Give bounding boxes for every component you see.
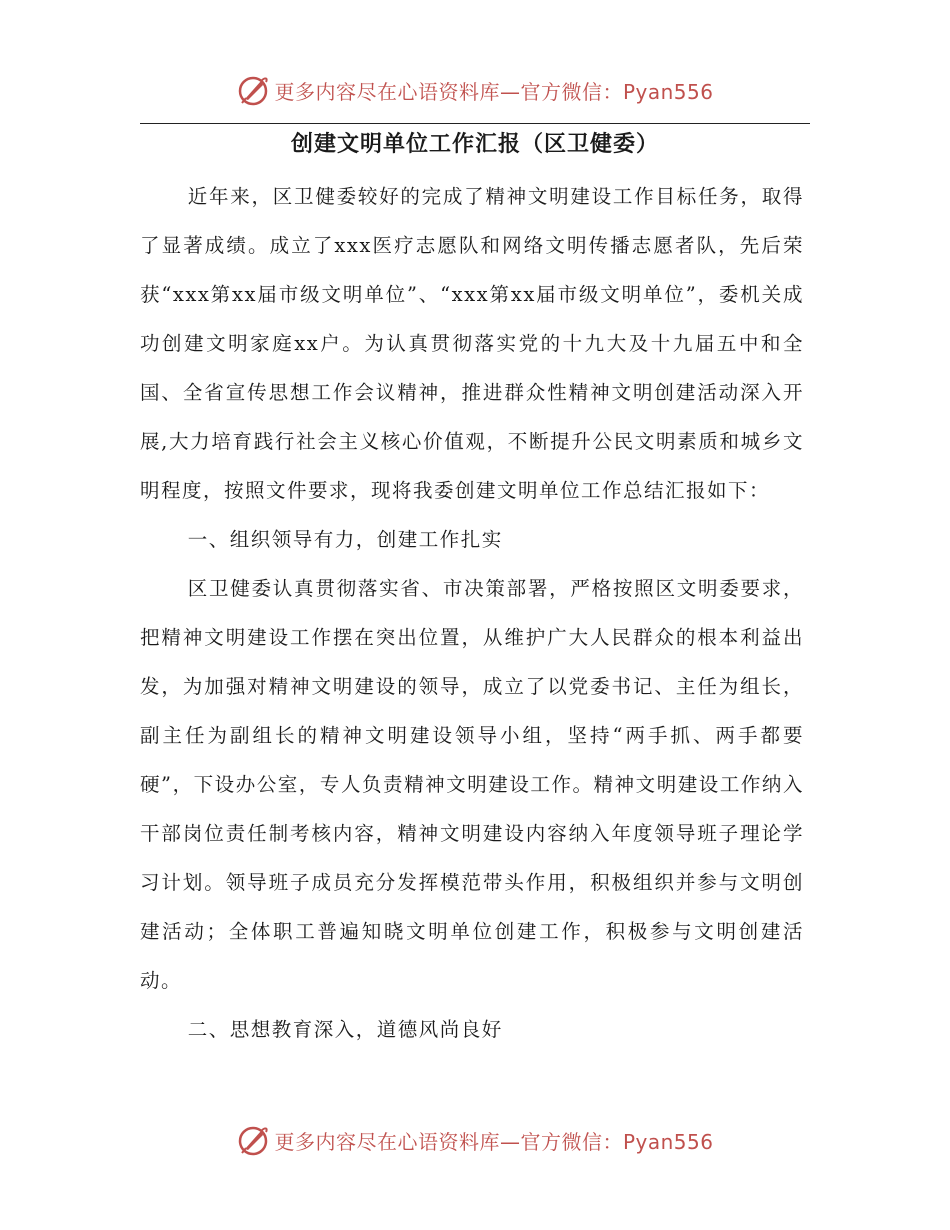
quill-pen-icon <box>236 1123 270 1157</box>
paragraph-section-1: 区卫健委认真贯彻落实省、市决策部署，严格按照区文明委要求，把精神文明建设工作摆在突出位置，从维护广大人民群众的根本利益出发，为加强对精神文明建设的领导，成立了以党委书记、主任为组长，副主任为副组长的精神文明建设领导小组，坚持“两手抓、两手都要硬”，下设办公室，专人负责精神文明建设工作。精神文明建设工作纳入干部岗位责任制考核内容，精神文明建设内容纳入年度领导班子理论学习计划。领导班子成员充分发挥模范带头作用，积极组织并参与文明创建活动；全体职工普遍知晓文明单位创建工作，积极参与文明创建活动。 <box>140 577 804 992</box>
section-heading-2: 二、思想教育深入，道德风尚良好 <box>187 1018 503 1041</box>
document-title: 创建文明单位工作汇报（区卫健委） <box>290 131 659 157</box>
paragraph-intro: 近年来，区卫健委较好的完成了精神文明建设工作目标任务，取得了显著成绩。成立了xxx医疗志愿队和网络文明传播志愿者队，先后荣获“xxx第xx届市级文明单位”、“xxx第xx届市级文明单位”，委机关成功创建文明家庭xx户。为认真贯彻落实党的十九大及十九届五中和全国、全省宣传思想工作会议精神，推进群众性精神文明创建活动深入开展,大力培育践行社会主义核心价值观，不断提升公民文明素质和城乡文明程度，按照文件要求，现将我委创建文明单位工作总结汇报如下： <box>140 185 804 502</box>
banner-text: 更多内容尽在心语资料库—官方微信：Pyan556 <box>274 1129 714 1154</box>
document-body <box>140 172 804 1054</box>
footer-banner <box>0 1120 950 1160</box>
quill-pen-icon <box>236 73 270 107</box>
header-banner <box>0 70 950 110</box>
header-divider <box>140 123 810 124</box>
section-heading-1: 一、组织领导有力，创建工作扎实 <box>187 528 503 551</box>
banner-text: 更多内容尽在心语资料库—官方微信：Pyan556 <box>274 79 714 104</box>
